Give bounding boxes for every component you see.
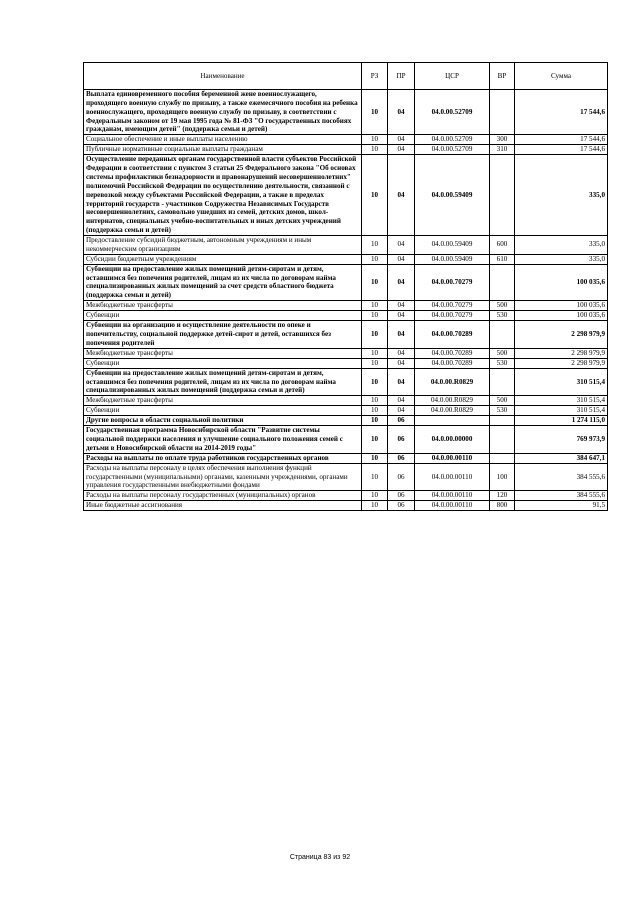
row-name: Межбюджетные трансферты [84,396,362,406]
row-vr [490,416,515,426]
table-row [84,236,608,255]
row-rz: 10 [362,463,388,491]
table-row [84,321,608,349]
row-csr: 04.0.00.70289 [415,321,490,349]
table-row [84,491,608,501]
row-name: Государственная программа Новосибирской области "Развитие системы социальной поддержки населения и улучшение социального положения семей с детьми в Новосибирской области на 2014-2019 годы" [84,426,362,454]
row-rz: 10 [362,426,388,454]
row-pr: 04 [388,396,415,406]
table-row [84,155,608,236]
row-csr: 04.0.00.52709 [415,90,490,135]
row-name: Социальное обеспечение и иные выплаты населению [84,135,362,145]
row-name: Субвенции [84,358,362,368]
table-row [84,406,608,416]
row-sum: 91,5 [515,501,608,511]
table-row [84,416,608,426]
row-name: Предоставление субсидий бюджетным, автономным учреждениям и иным некоммерческим организациям [84,236,362,255]
row-name: Другие вопросы в области социальной политики [84,416,362,426]
row-name: Межбюджетные трансферты [84,348,362,358]
row-rz: 10 [362,396,388,406]
row-sum: 335,0 [515,254,608,264]
row-vr: 530 [490,406,515,416]
row-sum: 335,0 [515,236,608,255]
row-pr: 04 [388,406,415,416]
row-csr: 04.0.00.00110 [415,463,490,491]
row-pr: 04 [388,236,415,255]
row-vr: 800 [490,501,515,511]
row-pr: 06 [388,501,415,511]
row-pr: 04 [388,358,415,368]
row-vr: 500 [490,301,515,311]
row-rz: 10 [362,348,388,358]
row-csr: 04.0.00.R0829 [415,396,490,406]
row-rz: 10 [362,254,388,264]
row-pr: 04 [388,368,415,396]
row-sum: 384 555,6 [515,491,608,501]
table-row [84,358,608,368]
row-name: Расходы на выплаты по оплате труда работников государственных органов [84,453,362,463]
row-csr: 04.0.00.70289 [415,348,490,358]
table-header-row [84,63,608,90]
table-row [84,264,608,300]
row-sum: 310 515,4 [515,396,608,406]
row-name: Субвенции на предоставление жилых помещений детям-сиротам и детям, оставшимся без попечения родителей, лицам из их числа по договорам найма специализированных жилых помещений за счет средств областного бюджета (поддержка семьи и детей) [84,264,362,300]
row-vr: 500 [490,396,515,406]
row-sum: 769 973,9 [515,426,608,454]
row-sum: 310 515,4 [515,368,608,396]
row-name: Публичные нормативные социальные выплаты гражданам [84,145,362,155]
row-csr: 04.0.00.59409 [415,236,490,255]
row-sum: 2 298 979,9 [515,321,608,349]
row-vr: 530 [490,311,515,321]
row-csr: 04.0.00.59409 [415,155,490,236]
row-vr: 530 [490,358,515,368]
table-row [84,311,608,321]
header-sum: Сумма [515,63,608,90]
row-csr: 04.0.00.52709 [415,145,490,155]
row-csr: 04.0.00.59409 [415,254,490,264]
row-name: Осуществление переданных органам государственной власти субъектов Российской Федерации в соответствии с пунктом 3 статьи 25 Федерального закона "Об основах системы профилактики безнадзорности и правонарушений несовершеннолетних" полномочий Российской Федерации по осуществлению деятельности, связанной с перевозкой между субъектами Российской Федерации, а также в пределах территорий государств - участников Содружества Независимых Государств несовершеннолетних, самовольно ушедших из семей, детских домов, школ-интернатов, специальных учебно-воспитательных и иных детских учреждений (поддержка семьи и детей) [84,155,362,236]
row-sum: 310 515,4 [515,406,608,416]
row-csr: 04.0.00.00110 [415,501,490,511]
row-sum: 17 544,6 [515,90,608,135]
table-row [84,453,608,463]
row-pr: 04 [388,90,415,135]
row-rz: 10 [362,358,388,368]
row-csr: 04.0.00.00110 [415,453,490,463]
row-pr: 06 [388,453,415,463]
row-pr: 04 [388,145,415,155]
row-sum: 1 274 115,0 [515,416,608,426]
row-vr: 100 [490,463,515,491]
row-pr: 04 [388,135,415,145]
row-pr: 06 [388,416,415,426]
table-row [84,348,608,358]
header-rz: РЗ [362,63,388,90]
row-vr: 120 [490,491,515,501]
row-sum: 335,0 [515,155,608,236]
row-name: Субсидии бюджетным учреждениям [84,254,362,264]
row-rz: 10 [362,416,388,426]
table-row [84,254,608,264]
row-vr [490,90,515,135]
row-vr [490,321,515,349]
row-name: Межбюджетные трансферты [84,301,362,311]
page-number: Страница 83 из 92 [289,854,351,861]
table-row [84,301,608,311]
row-rz: 10 [362,145,388,155]
row-sum: 2 298 979,9 [515,358,608,368]
table-row [84,368,608,396]
row-pr: 04 [388,348,415,358]
row-rz: 10 [362,155,388,236]
row-vr [490,155,515,236]
row-csr: 04.0.00.70279 [415,301,490,311]
row-pr: 04 [388,264,415,300]
row-name: Субвенции [84,311,362,321]
row-pr: 04 [388,301,415,311]
row-sum: 17 544,6 [515,145,608,155]
table-body [84,90,608,511]
row-vr: 610 [490,254,515,264]
row-csr: 04.0.00.R0829 [415,368,490,396]
row-name: Иные бюджетные ассигнования [84,501,362,511]
row-vr [490,453,515,463]
row-pr: 04 [388,311,415,321]
row-sum: 384 647,1 [515,453,608,463]
row-csr: 04.0.00.R0829 [415,406,490,416]
row-pr: 06 [388,463,415,491]
row-csr: 04.0.00.52709 [415,135,490,145]
row-name: Субвенции [84,406,362,416]
row-rz: 10 [362,236,388,255]
row-vr [490,264,515,300]
row-rz: 10 [362,368,388,396]
table-row [84,135,608,145]
header-name: Наименование [84,63,362,90]
row-sum: 100 035,6 [515,264,608,300]
row-rz: 10 [362,311,388,321]
row-rz: 10 [362,301,388,311]
row-pr: 04 [388,155,415,236]
row-rz: 10 [362,501,388,511]
row-pr: 06 [388,491,415,501]
row-name: Субвенции на предоставление жилых помещений детям-сиротам и детям, оставшимся без попечения родителей, лицам из их числа по договорам найма специализированных жилых помещений (поддержка семьи и детей) [84,368,362,396]
row-sum: 100 035,6 [515,311,608,321]
row-csr: 04.0.00.00110 [415,491,490,501]
row-sum: 100 035,6 [515,301,608,311]
row-rz: 10 [362,453,388,463]
row-name: Выплата единовременного пособия беременной жене военнослужащего, проходящего военную службу по призыву, а также ежемесячного пособия на ребенка военнослужащего, проходящего военную службу по призыву, в соответствии с Федеральным законом от 19 мая 1995 года № 81-ФЗ "О государственных пособиях гражданам, имеющим детей" (поддержка семьи и детей) [84,90,362,135]
table-row [84,463,608,491]
row-csr [415,416,490,426]
row-vr: 500 [490,348,515,358]
table-row [84,90,608,135]
row-sum: 17 544,6 [515,135,608,145]
row-sum: 2 298 979,9 [515,348,608,358]
row-name: Расходы на выплаты персоналу в целях обеспечения выполнения функций государственными (муниципальными) органами, казенными учреждениями, органами управления государственными внебюджетными фондами [84,463,362,491]
row-csr: 04.0.00.70289 [415,358,490,368]
row-csr: 04.0.00.00000 [415,426,490,454]
table-row [84,396,608,406]
row-sum: 384 555,6 [515,463,608,491]
table-row [84,145,608,155]
header-vr: ВР [490,63,515,90]
row-rz: 10 [362,135,388,145]
row-pr: 04 [388,321,415,349]
row-pr: 04 [388,254,415,264]
row-rz: 10 [362,264,388,300]
row-pr: 06 [388,426,415,454]
header-csr: ЦСР [415,63,490,90]
budget-table [83,62,608,511]
row-vr [490,368,515,396]
row-vr [490,426,515,454]
row-name: Расходы на выплаты персоналу государственных (муниципальных) органов [84,491,362,501]
header-pr: ПР [388,63,415,90]
row-vr: 600 [490,236,515,255]
row-csr: 04.0.00.70279 [415,264,490,300]
row-csr: 04.0.00.70279 [415,311,490,321]
row-rz: 10 [362,321,388,349]
table-row [84,501,608,511]
row-rz: 10 [362,406,388,416]
row-vr: 310 [490,145,515,155]
row-name: Субвенции на организацию и осуществление деятельности по опеке и попечительству, социальной поддержке детей-сирот и детей, оставшихся без попечения родителей [84,321,362,349]
row-rz: 10 [362,491,388,501]
table-row [84,426,608,454]
row-vr: 300 [490,135,515,145]
row-rz: 10 [362,90,388,135]
